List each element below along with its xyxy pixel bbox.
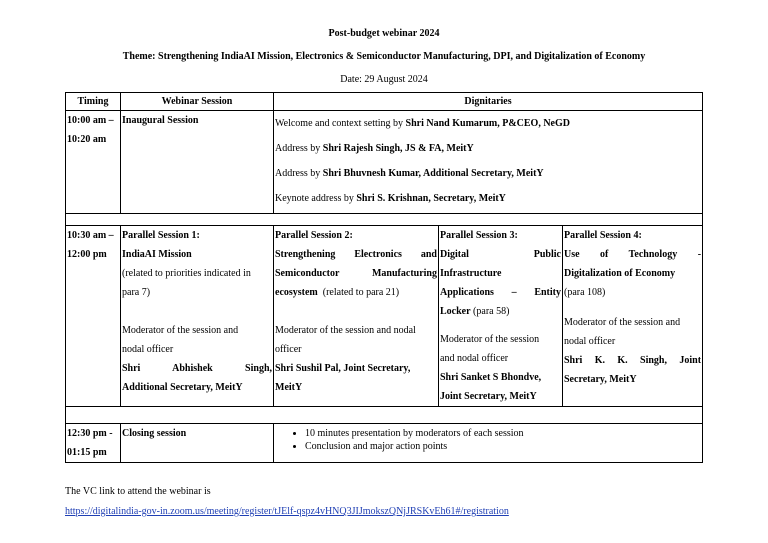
parallel-timing: 10:30 am – 12:00 pm: [66, 226, 121, 407]
document-date: Date: 29 August 2024: [340, 74, 428, 85]
dignitary-line: Welcome and context setting by Shri Nand Kumarum, P&CEO, NeGD: [275, 118, 570, 129]
dignitary-line: Keynote address by Shri S. Krishnan, Secretary, MeitY: [275, 193, 506, 204]
vc-text: The VC link to attend the webinar is: [65, 486, 211, 497]
document-title: Post-budget webinar 2024: [328, 28, 440, 39]
parallel-row: [66, 226, 703, 407]
webinar-registration-link[interactable]: https://digitalindia-gov-in.zoom.us/meeting/register/tJElf-qspz4vHNQ3JIJmokszQNjJRSKvEh61#/registration: [65, 506, 509, 517]
timing-header: Timing: [66, 93, 121, 111]
session-header: Webinar Session: [121, 93, 274, 111]
parallel-session-3: Parallel Session 3: Digital Public Infrastructure Applications – Entity Locker (para 58) Moderator of the session and nodal officer Shri Sanket S Bhondve, Joint Secretary, MeitY: [439, 226, 563, 407]
inaugural-dignitaries: [274, 111, 703, 214]
list-item: • 10 minutes presentation by moderators of each session: [305, 427, 701, 440]
closing-row: [66, 424, 703, 463]
dignitary-line: Address by Shri Bhuvnesh Kumar, Additional Secretary, MeitY: [275, 168, 544, 179]
spacer-row: [66, 407, 703, 424]
inaugural-session: Inaugural Session: [121, 111, 274, 214]
document-theme: Theme: Strengthening IndiaAI Mission, Electronics & Semiconductor Manufacturing, DPI, and Digitalization of Economy: [122, 51, 646, 62]
parallel-session-1: Parallel Session 1: IndiaAI Mission (related to priorities indicated in para 7) Moderator of the session and nodal officer Shri Abhishek Singh, Additional Secretary, MeitY: [121, 226, 274, 407]
schedule-table: [65, 92, 703, 463]
closing-session: Closing session: [121, 424, 274, 463]
inaugural-row: [66, 111, 703, 214]
dignitary-line: Address by Shri Rajesh Singh, JS & FA, MeitY: [275, 143, 474, 154]
table-header-row: [66, 93, 703, 111]
spacer-row: [66, 214, 703, 226]
closing-details: [274, 424, 703, 463]
inaugural-timing: 10:00 am – 10:20 am: [66, 111, 121, 214]
parallel-session-4: Parallel Session 4: Use of Technology - Digitalization of Economy (para 108) Moderator of the session and nodal officer Shri K. K. Singh, Joint Secretary, MeitY: [563, 226, 703, 407]
parallel-session-2: Parallel Session 2: Strengthening Electronics and Semiconductor Manufacturing ecosystem (related to para 21) Moderator of the session and nodal officer Shri Sushil Pal, Joint Secretary, MeitY: [274, 226, 439, 407]
closing-timing: 12:30 pm - 01:15 pm: [66, 424, 121, 463]
dignitaries-header: Dignitaries: [274, 93, 703, 111]
list-item: • Conclusion and major action points: [305, 440, 701, 453]
